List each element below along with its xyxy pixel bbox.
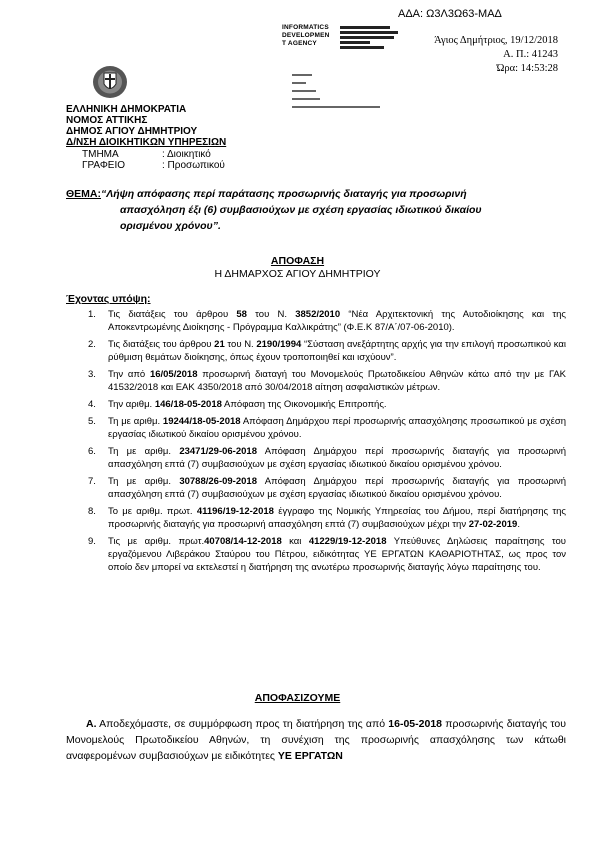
subject-block — [66, 186, 561, 234]
issuer-header — [66, 104, 226, 148]
header-directorate: Δ/ΝΣΗ ΔΙΟΙΚΗΤΙΚΩΝ ΥΠΗΡΕΣΙΩΝ — [66, 137, 227, 148]
list-item: 3. Την από 16/05/2018 προσωρινή διαταγή του Μονομελούς Πρωτοδικείου Αθηνών κάτω από την με ΓΑΚ 41532/2018 και ΕΑΚ 4350/2018 από 30/04/2018 αίτηση ασφαλιστικών μέτρων. — [88, 369, 567, 393]
list-item: 8. Το με αριθμ. πρωτ. 41196/19-12-2018 έγγραφο της Νομικής Υπηρεσίας του Δήμου, περί διατήρησης της προσωρινής διαταγής για προσωρινή απασχόληση επτά (7) συμβασιούχων μέχρι την 27-02-2019. — [88, 506, 566, 530]
stamp-org-line1: INFORMATICS — [282, 24, 329, 31]
having-considered-label: Έχοντας υπόψη: — [66, 293, 151, 305]
place-date: Άγιος Δημήτριος, 19/12/2018 — [434, 35, 558, 46]
stamp-org-line3: T AGENCY — [282, 40, 317, 47]
header-prefecture: ΝΟΜΟΣ ΑΤΤΙΚΗΣ — [66, 115, 148, 126]
we-decide-heading: ΑΠΟΦΑΣΙΖΟΥΜΕ — [254, 692, 341, 704]
date-protocol-block — [398, 34, 558, 76]
subject-label: ΘΕΜΑ: — [66, 188, 101, 200]
decision-heading: ΑΠΟΦΑΣΗ — [270, 255, 325, 267]
item-number: 7. — [88, 476, 96, 487]
mayor-heading: Η ΔΗΜΑΡΧΟΣ ΑΓΙΟΥ ΔΗΜΗΤΡΙΟΥ — [214, 268, 381, 280]
registration-stamp — [282, 24, 402, 48]
office-label: ΓΡΑΦΕΙΟ — [82, 160, 126, 171]
header-republic: ΕΛΛΗΝΙΚΗ ΔΗΜΟΚΡΑΤΙΑ — [66, 104, 187, 115]
greek-coat-of-arms-icon — [92, 65, 128, 99]
subject-line1: “Λήψη απόφασης περί παράτασης προσωρινής διαταγής για προσωρινή — [101, 188, 467, 200]
office-value: : Προσωπικού — [162, 160, 225, 171]
list-item: 5. Τη με αριθμ. 19244/18-05-2018 Απόφαση Δημάρχου περί προσωρινής απασχόλησης προσωπικού με σχέση εργασίας ιδιωτικού δικαίου ορισμένου χρόνου. — [88, 416, 567, 440]
item-number: 4. — [88, 399, 96, 410]
time-stamp: Ώρα: 14:53:28 — [496, 63, 558, 74]
stamp-small-print — [340, 24, 400, 49]
considerations-list — [66, 308, 566, 578]
decision-title — [0, 255, 595, 281]
list-item: 4. Την αριθμ. 146/18-05-2018 Απόφαση της Οικονομικής Επιτροπής. — [88, 399, 387, 410]
item-number: 1. — [88, 309, 96, 320]
list-item: 7. Τη με αριθμ. 30788/26-09-2018 Απόφαση Δημάρχου περί προσωρινής διαταγής για προσωρινή απασχόληση επτά (7) συμβασιούχων με σχέση εργασίας ιδιωτικού δικαίου ορισμένου χρόνου. — [88, 476, 567, 500]
protocol-number: Α. Π.: 41243 — [503, 49, 558, 60]
subject-line2: απασχόληση έξι (6) συμβασιούχων με σχέση εργασίας ιδιωτικού δικαίου — [120, 204, 482, 216]
dept-label: ΤΜΗΜΑ — [82, 149, 119, 160]
ada-code: ΑΔΑ: Ω3Λ3Ω63-ΜΑΔ — [398, 8, 502, 20]
item-number: 5. — [88, 416, 96, 427]
paragraph-letter: Α. — [86, 718, 97, 730]
item-number: 6. — [88, 446, 96, 457]
stamp-lower-print — [292, 68, 384, 108]
header-municipality: ΔΗΜΟΣ ΑΓΙΟΥ ΔΗΜΗΤΡΙΟΥ — [66, 126, 198, 137]
item-number: 8. — [88, 506, 96, 517]
item-number: 2. — [88, 339, 96, 350]
dept-value: : Διοικητικό — [162, 149, 211, 160]
list-item: 6. Τη με αριθμ. 23471/29-06-2018 Απόφαση Δημάρχου περί προσωρινής διαταγής για προσωρινή απασχόληση επτά (7) συμβασιούχων με σχέση εργασίας ιδιωτικού δικαίου ορισμένου χρόνου. — [88, 446, 567, 470]
department-info — [82, 149, 225, 171]
subject-line3: ορισμένου χρόνου”. — [120, 220, 221, 232]
list-item: 1. Τις διατάξεις του άρθρου 58 του Ν. 3852/2010 “Νέα Αρχιτεκτονική της Αυτοδιοίκησης και της Αποκεντρωμένης Διοίκησης - Πρόγραμμα Καλλικράτης” (Φ.Ε.Κ 87/Α΄/07-06-2010). — [88, 309, 566, 333]
list-item: 9. Τις με αριθμ. πρωτ.40708/14-12-2018 και 41229/19-12-2018 Υπεύθυνες Δηλώσεις παραίτησης του εργαζόμενου Λιβεράκου Σταύρου του Πέτρου, ειδικότητας ΥΕ ΕΡΓΑΤΩΝ ΚΑΘΑΡΙΟΤΗΤΑΣ, ως προς τον οποίο δεν μπορεί να εκτελεστεί η διατήρηση της ανωτέρω προσωρινής διαταγής λόγω παραίτησης του. — [88, 536, 566, 573]
stamp-org-line2: DEVELOPMEN — [282, 32, 330, 39]
paragraph-a: Α. Αποδεχόμαστε, σε συμμόρφωση προς τη διατήρηση της από 16-05-2018 προσωρινής διαταγής του Μονομελούς Πρωτοδικείου Αθηνών, τη συνέχιση της προσωρινής απασχόλησης των κάτωθι αναφερομένων συμβασιούχων με ειδικότητες ΥΕ ΕΡΓΑΤΩΝ — [66, 718, 566, 762]
item-number: 3. — [88, 369, 96, 380]
list-item: 2. Τις διατάξεις του άρθρου 21 του Ν. 2190/1994 “Σύσταση ανεξάρτητης αρχής για την επιλογή προσωπικού και ρύθμιση θεμάτων διοίκησης, όπως έχουν τροποποιηθεί και ισχύουν”. — [88, 339, 566, 363]
item-number: 9. — [88, 536, 96, 547]
